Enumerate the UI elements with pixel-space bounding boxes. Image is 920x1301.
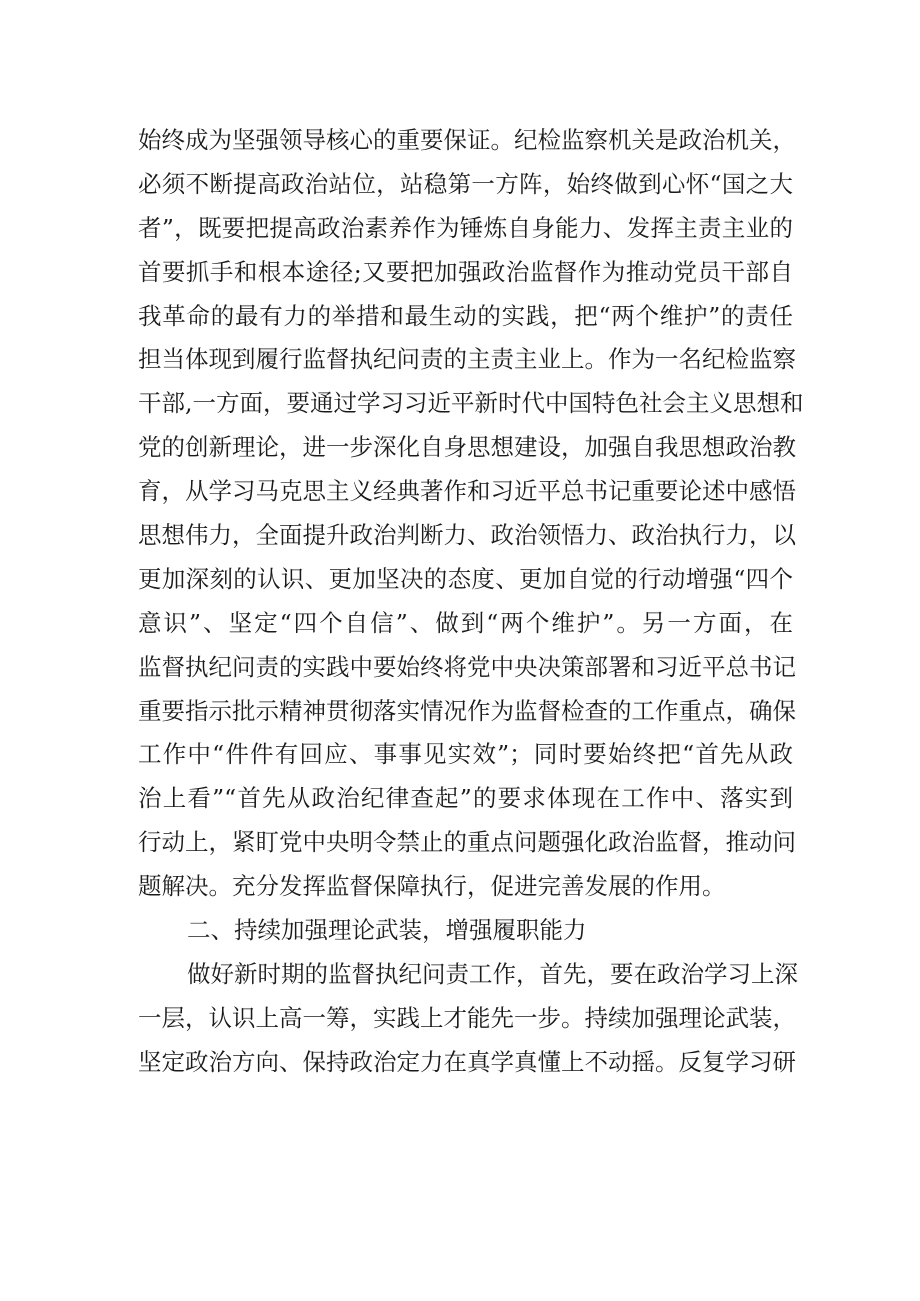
- text-line: 行动上，紧盯党中央明令禁止的重点问题强化政治监督，推动问: [138, 828, 796, 857]
- paragraph-first-line: 做好新时期的监督执纪问责工作，首先，要在政治学习上深: [187, 959, 798, 988]
- text-line: 意识”、坚定“四个自信”、做到“两个维护”。另一方面，在: [138, 608, 793, 637]
- text-line: 者”，既要把提高政治素养作为锤炼自身能力、发挥主责主业的: [138, 213, 793, 242]
- text-line: 党的创新理论，进一步深化自身思想建设，加强自我思想政治教: [138, 433, 796, 462]
- text-line: 工作中“件件有回应、事事见实效”；同时要始终把“首先从政: [138, 740, 793, 769]
- text-line: 一层，认识上高一筹，实践上才能先一步。持续加强理论武装，: [138, 1003, 796, 1032]
- text-line: 必须不断提高政治站位，站稳第一方阵，始终做到心怀“国之大: [138, 169, 793, 198]
- text-line: 重要指示批示精神贯彻落实情况作为监督检查的工作重点，确保: [138, 696, 796, 725]
- text-line: 监督执纪问责的实践中要始终将党中央决策部署和习近平总书记: [138, 652, 796, 681]
- text-line: 更加深刻的认识、更加坚决的态度、更加自觉的行动增强“四个: [138, 564, 793, 593]
- text-line: 始终成为坚强领导核心的重要保证。纪检监察机关是政治机关，: [138, 126, 796, 154]
- text-line: 育，从学习马克思主义经典著作和习近平总书记重要论述中感悟: [138, 477, 796, 506]
- paragraph-end-line: 题解决。充分发挥监督保障执行，促进完善发展的作用。: [138, 872, 726, 901]
- text-line: 思想伟力，全面提升政治判断力、政治领悟力、政治执行力，以: [138, 521, 796, 550]
- section-heading: 二、持续加强理论武装，增强履职能力: [187, 916, 587, 945]
- text-line: 我革命的最有力的举措和最生动的实践，把“两个维护”的责任: [138, 301, 793, 330]
- text-line: 首要抓手和根本途径;又要把加强政治监督作为推动党员干部自: [138, 257, 793, 286]
- text-line: 干部,一方面，要通过学习习近平新时代中国特色社会主义思想和: [138, 389, 804, 418]
- text-line: 担当体现到履行监督执纪问责的主责主业上。作为一名纪检监察: [138, 345, 796, 374]
- text-line: 坚定政治方向、保持政治定力在真学真懂上不动摇。反复学习研: [138, 1047, 796, 1076]
- text-line: 治上看”“首先从政治纪律查起”的要求体现在工作中、落实到: [138, 784, 793, 813]
- body-text: [138, 119, 804, 1085]
